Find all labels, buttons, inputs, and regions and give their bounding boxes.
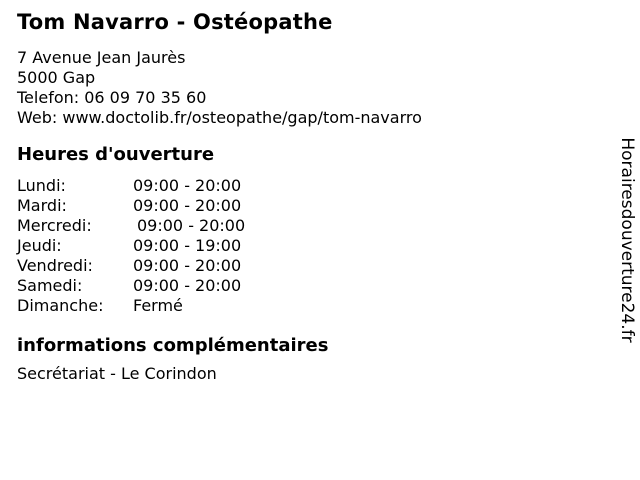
day-hours: 09:00 - 19:00 <box>133 236 242 255</box>
additional-info-heading: informations complémentaires <box>17 335 329 356</box>
hours-row-dimanche <box>17 296 597 316</box>
address-line-2: 5000 Gap <box>17 68 96 87</box>
web-label: Web: <box>17 108 58 127</box>
site-watermark: Horairesdouverture24.fr <box>617 137 637 343</box>
hours-row-lundi <box>17 176 597 196</box>
hours-row-vendredi <box>17 256 597 276</box>
business-card <box>17 10 597 384</box>
day-hours: 09:00 - 20:00 <box>133 176 242 195</box>
day-label: Lundi: <box>17 176 66 195</box>
phone-line <box>17 88 597 108</box>
day-hours: 09:00 - 20:00 <box>137 216 246 235</box>
hours-table <box>17 176 597 316</box>
day-label: Jeudi: <box>17 236 62 255</box>
page-title: Tom Navarro - Ostéopathe <box>17 10 333 34</box>
web-line <box>17 108 597 128</box>
additional-info-text: Secrétariat - Le Corindon <box>17 364 217 383</box>
hours-section-heading: Heures d'ouverture <box>17 144 215 165</box>
hours-row-jeudi <box>17 236 597 256</box>
day-label: Mercredi: <box>17 216 92 235</box>
web-url[interactable]: www.doctolib.fr/osteopathe/gap/tom-navarro <box>62 108 422 127</box>
phone-number: 06 09 70 35 60 <box>84 88 207 107</box>
day-hours: Fermé <box>133 296 183 315</box>
day-label: Samedi: <box>17 276 83 295</box>
day-hours: 09:00 - 20:00 <box>133 256 242 275</box>
hours-row-mercredi <box>17 216 597 236</box>
day-label: Vendredi: <box>17 256 93 275</box>
hours-row-mardi <box>17 196 597 216</box>
address-block <box>17 48 597 128</box>
day-label: Mardi: <box>17 196 67 215</box>
hours-row-samedi <box>17 276 597 296</box>
day-hours: 09:00 - 20:00 <box>133 276 242 295</box>
phone-label: Telefon: <box>17 88 80 107</box>
address-line-1: 7 Avenue Jean Jaurès <box>17 48 186 67</box>
day-label: Dimanche: <box>17 296 104 315</box>
day-hours: 09:00 - 20:00 <box>133 196 242 215</box>
